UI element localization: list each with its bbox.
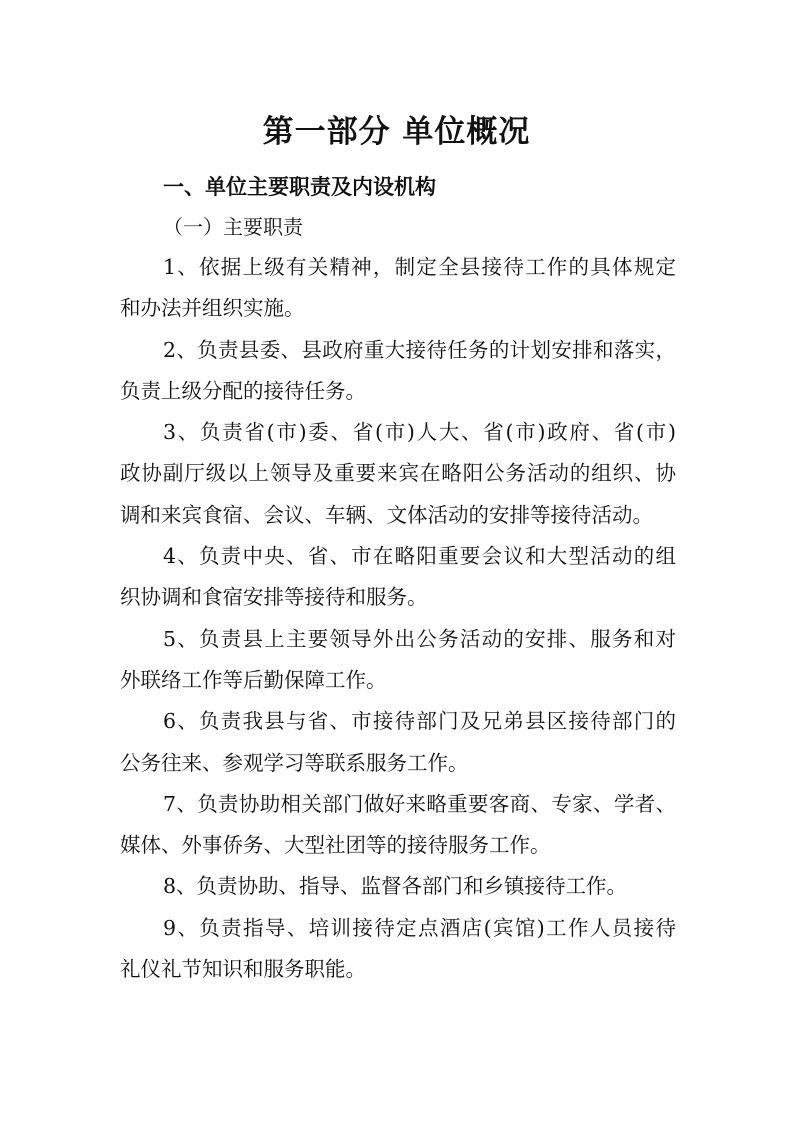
paragraph xyxy=(120,330,676,413)
paragraph xyxy=(120,247,676,330)
paragraph-line: 9、负责指导、培训接待定点酒店(宾馆)工作人员接待 xyxy=(163,915,676,940)
paragraph-line: 政协副厅级以上领导及重要来宾在略阳公务活动的组织、协 xyxy=(120,461,676,486)
paragraph-line: 8、负责协助、指导、监督各部门和乡镇接待工作。 xyxy=(163,874,628,899)
paragraph xyxy=(120,536,676,619)
paragraph-line: 礼仪礼节知识和服务职能。 xyxy=(120,957,366,982)
paragraph-line: 2、负责县委、县政府重大接待任务的计划安排和落实， xyxy=(163,337,676,362)
paragraph-line: 5、负责县上主要领导外出公务活动的安排、服务和对 xyxy=(163,626,676,651)
paragraph-line: 负责上级分配的接待任务。 xyxy=(120,378,366,403)
paragraph-line: 1、依据上级有关精神，制定全县接待工作的具体规定 xyxy=(163,255,676,279)
paragraph-line: 外联络工作等后勤保障工作。 xyxy=(120,667,387,692)
paragraph xyxy=(120,619,676,702)
document-body xyxy=(120,247,676,990)
paragraph xyxy=(120,784,676,867)
paragraph-line: 调和来宾食宿、会议、车辆、文体活动的安排等接待活动。 xyxy=(120,502,653,527)
paragraph xyxy=(120,866,676,907)
paragraph-line: 织协调和食宿安排等接待和服务。 xyxy=(120,585,428,610)
paragraph xyxy=(120,701,676,784)
paragraph-line: 7、负责协助相关部门做好来略重要客商、专家、学者、 xyxy=(163,791,676,816)
paragraph xyxy=(120,412,676,536)
paragraph-line: 媒体、外事侨务、大型社团等的接待服务工作。 xyxy=(120,833,551,858)
paragraph-line: 6、负责我县与省、市接待部门及兄弟县区接待部门的 xyxy=(163,709,676,734)
paragraph-line: 公务往来、参观学习等联系服务工作。 xyxy=(120,750,469,775)
page-title: 第一部分 单位概况 xyxy=(262,114,531,150)
paragraph xyxy=(120,908,676,991)
subsection-heading: （一）主要职责 xyxy=(163,215,303,239)
paragraph-line: 4、负责中央、省、市在略阳重要会议和大型活动的组 xyxy=(163,544,676,569)
section-heading: 一、单位主要职责及内设机构 xyxy=(163,175,436,199)
paragraph-line: 和办法并组织实施。 xyxy=(120,296,305,321)
paragraph-line: 3、负责省(市)委、省(市)人大、省(市)政府、省(市) xyxy=(163,420,676,445)
